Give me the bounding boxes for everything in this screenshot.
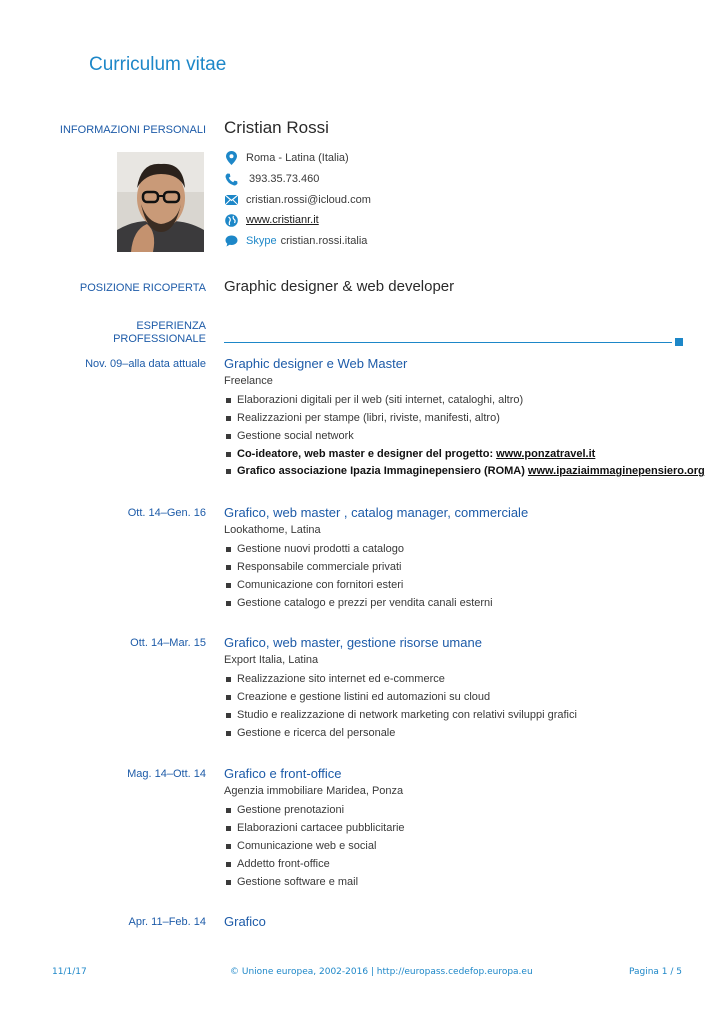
job-employer: Freelance <box>224 375 273 387</box>
section-divider <box>224 342 672 343</box>
list-item: Gestione social network <box>226 430 354 442</box>
contact-address: Roma - Latina (Italia) <box>224 149 349 167</box>
experience-label: ESPERIENZA PROFESSIONALE <box>113 320 206 345</box>
job-date: Ott. 14–Mar. 15 <box>130 637 206 649</box>
list-item: Gestione software e mail <box>226 876 358 888</box>
profile-photo <box>117 152 204 252</box>
job-date: Apr. 11–Feb. 14 <box>128 916 206 928</box>
position-title: Graphic designer & web developer <box>224 278 455 295</box>
list-item: Elaborazioni digitali per il web (siti internet, cataloghi, altro) <box>226 394 523 406</box>
footer-page-number: Pagina 1 / 5 <box>628 967 682 977</box>
cv-title: Curriculum vitae <box>89 54 227 75</box>
phone-icon <box>224 172 238 186</box>
job-title: Grafico, web master , catalog manager, commerciale <box>224 505 529 520</box>
contact-email: cristian.rossi@icloud.com <box>224 191 371 209</box>
footer-copyright: © Unione europea, 2002-2016 | http://europass.cedefop.europa.eu <box>230 967 533 977</box>
list-item: Elaborazioni cartacee pubblicitarie <box>226 822 405 834</box>
list-item: Gestione e ricerca del personale <box>226 727 395 739</box>
personal-info-label: INFORMAZIONI PERSONALI <box>59 124 206 136</box>
list-item: Addetto front-office <box>226 858 330 870</box>
job-title: Graphic designer e Web Master <box>224 356 408 371</box>
ponzatravel-link[interactable]: www.ponzatravel.it <box>496 448 596 460</box>
job-title: Grafico e front-office <box>224 766 342 781</box>
list-item: Comunicazione con fornitori esteri <box>226 579 403 591</box>
globe-icon <box>224 213 238 227</box>
list-item: Grafico associazione Ipazia Immaginepensiero (ROMA) www.ipaziaimmaginepensiero.org <box>226 465 705 477</box>
list-item: Realizzazione sito internet ed e-commerce <box>226 673 445 685</box>
website-link[interactable]: www.cristianr.it <box>246 214 319 226</box>
position-label: POSIZIONE RICOPERTA <box>79 282 206 294</box>
job-employer: Export Italia, Latina <box>224 654 319 666</box>
list-item: Gestione nuovi prodotti a catalogo <box>226 543 404 555</box>
job-employer: Agenzia immobiliare Maridea, Ponza <box>224 785 404 797</box>
job-employer: Lookathome, Latina <box>224 524 321 536</box>
list-item: Comunicazione web e social <box>226 840 376 852</box>
footer-date: 11/1/17 <box>52 967 87 977</box>
contact-phone: 393.35.73.460 <box>224 170 319 188</box>
location-pin-icon <box>224 151 238 165</box>
contact-website <box>224 211 319 229</box>
job-date: Nov. 09–alla data attuale <box>85 358 206 370</box>
chat-bubble-icon <box>224 234 238 248</box>
list-item: Creazione e gestione listini ed automazioni su cloud <box>226 691 490 703</box>
job-title: Grafico, web master, gestione risorse umane <box>224 635 482 650</box>
envelope-icon <box>224 193 238 207</box>
person-name: Cristian Rossi <box>224 118 329 137</box>
list-item: Gestione catalogo e prezzi per vendita canali esterni <box>226 597 493 609</box>
section-divider-square <box>675 338 683 346</box>
list-item: Realizzazioni per stampe (libri, riviste, manifesti, altro) <box>226 412 500 424</box>
list-item: Co-ideatore, web master e designer del progetto: www.ponzatravel.it <box>226 448 595 460</box>
list-item: Gestione prenotazioni <box>226 804 344 816</box>
list-item: Responsabile commerciale privati <box>226 561 401 573</box>
job-title: Grafico <box>224 914 266 929</box>
list-item: Studio e realizzazione di network marketing con relativi sviluppi grafici <box>226 709 577 721</box>
contact-skype: Skype cristian.rossi.italia <box>224 232 367 250</box>
ipazia-link[interactable]: www.ipaziaimmaginepensiero.org <box>527 465 705 477</box>
job-date: Mag. 14–Ott. 14 <box>127 768 206 780</box>
job-date: Ott. 14–Gen. 16 <box>127 507 206 519</box>
